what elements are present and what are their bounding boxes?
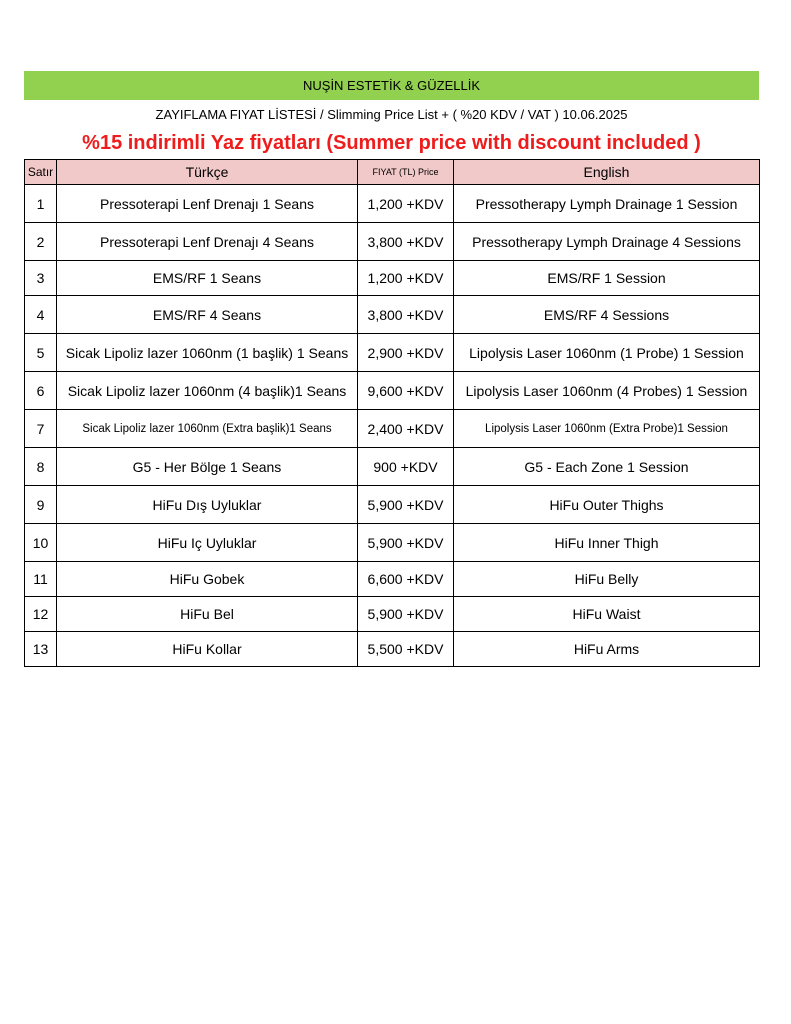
service-turkish: HiFu Bel xyxy=(57,597,358,632)
column-header-english: English xyxy=(454,160,760,185)
row-number: 2 xyxy=(25,223,57,261)
table-row xyxy=(25,410,760,448)
service-english: HiFu Arms xyxy=(454,632,760,667)
row-number: 5 xyxy=(25,334,57,372)
service-english: Lipolysis Laser 1060nm (4 Probes) 1 Session xyxy=(454,372,760,410)
column-header-no: Satır xyxy=(25,160,57,185)
company-banner xyxy=(24,71,759,100)
service-price: 9,600 +KDV xyxy=(358,372,454,410)
service-price: 3,800 +KDV xyxy=(358,296,454,334)
row-number: 12 xyxy=(25,597,57,632)
column-header-price: FIYAT (TL) Price xyxy=(358,160,454,185)
table-row xyxy=(25,448,760,486)
row-number: 3 xyxy=(25,261,57,296)
service-english: HiFu Inner Thigh xyxy=(454,524,760,562)
service-english: Pressotherapy Lymph Drainage 1 Session xyxy=(454,185,760,223)
service-price: 3,800 +KDV xyxy=(358,223,454,261)
table-row xyxy=(25,185,760,223)
discount-headline: %15 indirimli Yaz fiyatları (Summer price with discount included ) xyxy=(82,131,701,154)
service-turkish: HiFu Dış Uyluklar xyxy=(57,486,358,524)
row-number: 4 xyxy=(25,296,57,334)
service-english: G5 - Each Zone 1 Session xyxy=(454,448,760,486)
service-turkish: G5 - Her Bölge 1 Seans xyxy=(57,448,358,486)
service-price: 2,400 +KDV xyxy=(358,410,454,448)
table-row xyxy=(25,334,760,372)
row-number: 7 xyxy=(25,410,57,448)
column-header-turkish: Türkçe xyxy=(57,160,358,185)
table-row xyxy=(25,632,760,667)
service-turkish: EMS/RF 1 Seans xyxy=(57,261,358,296)
service-price: 6,600 +KDV xyxy=(358,562,454,597)
table-row xyxy=(25,261,760,296)
row-number: 8 xyxy=(25,448,57,486)
table-row xyxy=(25,486,760,524)
service-price: 1,200 +KDV xyxy=(358,261,454,296)
row-number: 6 xyxy=(25,372,57,410)
service-price: 2,900 +KDV xyxy=(358,334,454,372)
service-price: 5,900 +KDV xyxy=(358,486,454,524)
service-turkish: Sicak Lipoliz lazer 1060nm (4 başlik)1 Seans xyxy=(57,372,358,410)
row-number: 9 xyxy=(25,486,57,524)
service-turkish: HiFu Kollar xyxy=(57,632,358,667)
table-row xyxy=(25,372,760,410)
table-row xyxy=(25,562,760,597)
service-english: HiFu Outer Thighs xyxy=(454,486,760,524)
row-number: 11 xyxy=(25,562,57,597)
table-row xyxy=(25,524,760,562)
price-table xyxy=(24,159,760,667)
service-price: 1,200 +KDV xyxy=(358,185,454,223)
service-turkish: EMS/RF 4 Seans xyxy=(57,296,358,334)
company-name: NUŞİN ESTETİK & GÜZELLİK xyxy=(303,78,480,93)
service-price: 900 +KDV xyxy=(358,448,454,486)
service-price: 5,900 +KDV xyxy=(358,524,454,562)
table-row xyxy=(25,296,760,334)
row-number: 13 xyxy=(25,632,57,667)
service-turkish: HiFu Iç Uyluklar xyxy=(57,524,358,562)
service-english: EMS/RF 1 Session xyxy=(454,261,760,296)
price-list-subtitle: ZAYIFLAMA FIYAT LİSTESİ / Slimming Price List + ( %20 KDV / VAT ) 10.06.2025 xyxy=(155,106,628,122)
row-number: 1 xyxy=(25,185,57,223)
service-turkish: Sicak Lipoliz lazer 1060nm (1 başlik) 1 Seans xyxy=(57,334,358,372)
service-turkish: Pressoterapi Lenf Drenajı 1 Seans xyxy=(57,185,358,223)
service-price: 5,900 +KDV xyxy=(358,597,454,632)
service-english: Pressotherapy Lymph Drainage 4 Sessions xyxy=(454,223,760,261)
service-english: HiFu Waist xyxy=(454,597,760,632)
table-row xyxy=(25,597,760,632)
table-header-row xyxy=(25,160,760,185)
row-number: 10 xyxy=(25,524,57,562)
service-english: Lipolysis Laser 1060nm (Extra Probe)1 Session xyxy=(454,410,760,448)
service-english: Lipolysis Laser 1060nm (1 Probe) 1 Session xyxy=(454,334,760,372)
service-turkish: Pressoterapi Lenf Drenajı 4 Seans xyxy=(57,223,358,261)
service-turkish: Sicak Lipoliz lazer 1060nm (Extra başlik)1 Seans xyxy=(57,410,358,448)
service-english: HiFu Belly xyxy=(454,562,760,597)
service-english: EMS/RF 4 Sessions xyxy=(454,296,760,334)
service-turkish: HiFu Gobek xyxy=(57,562,358,597)
service-price: 5,500 +KDV xyxy=(358,632,454,667)
table-row xyxy=(25,223,760,261)
